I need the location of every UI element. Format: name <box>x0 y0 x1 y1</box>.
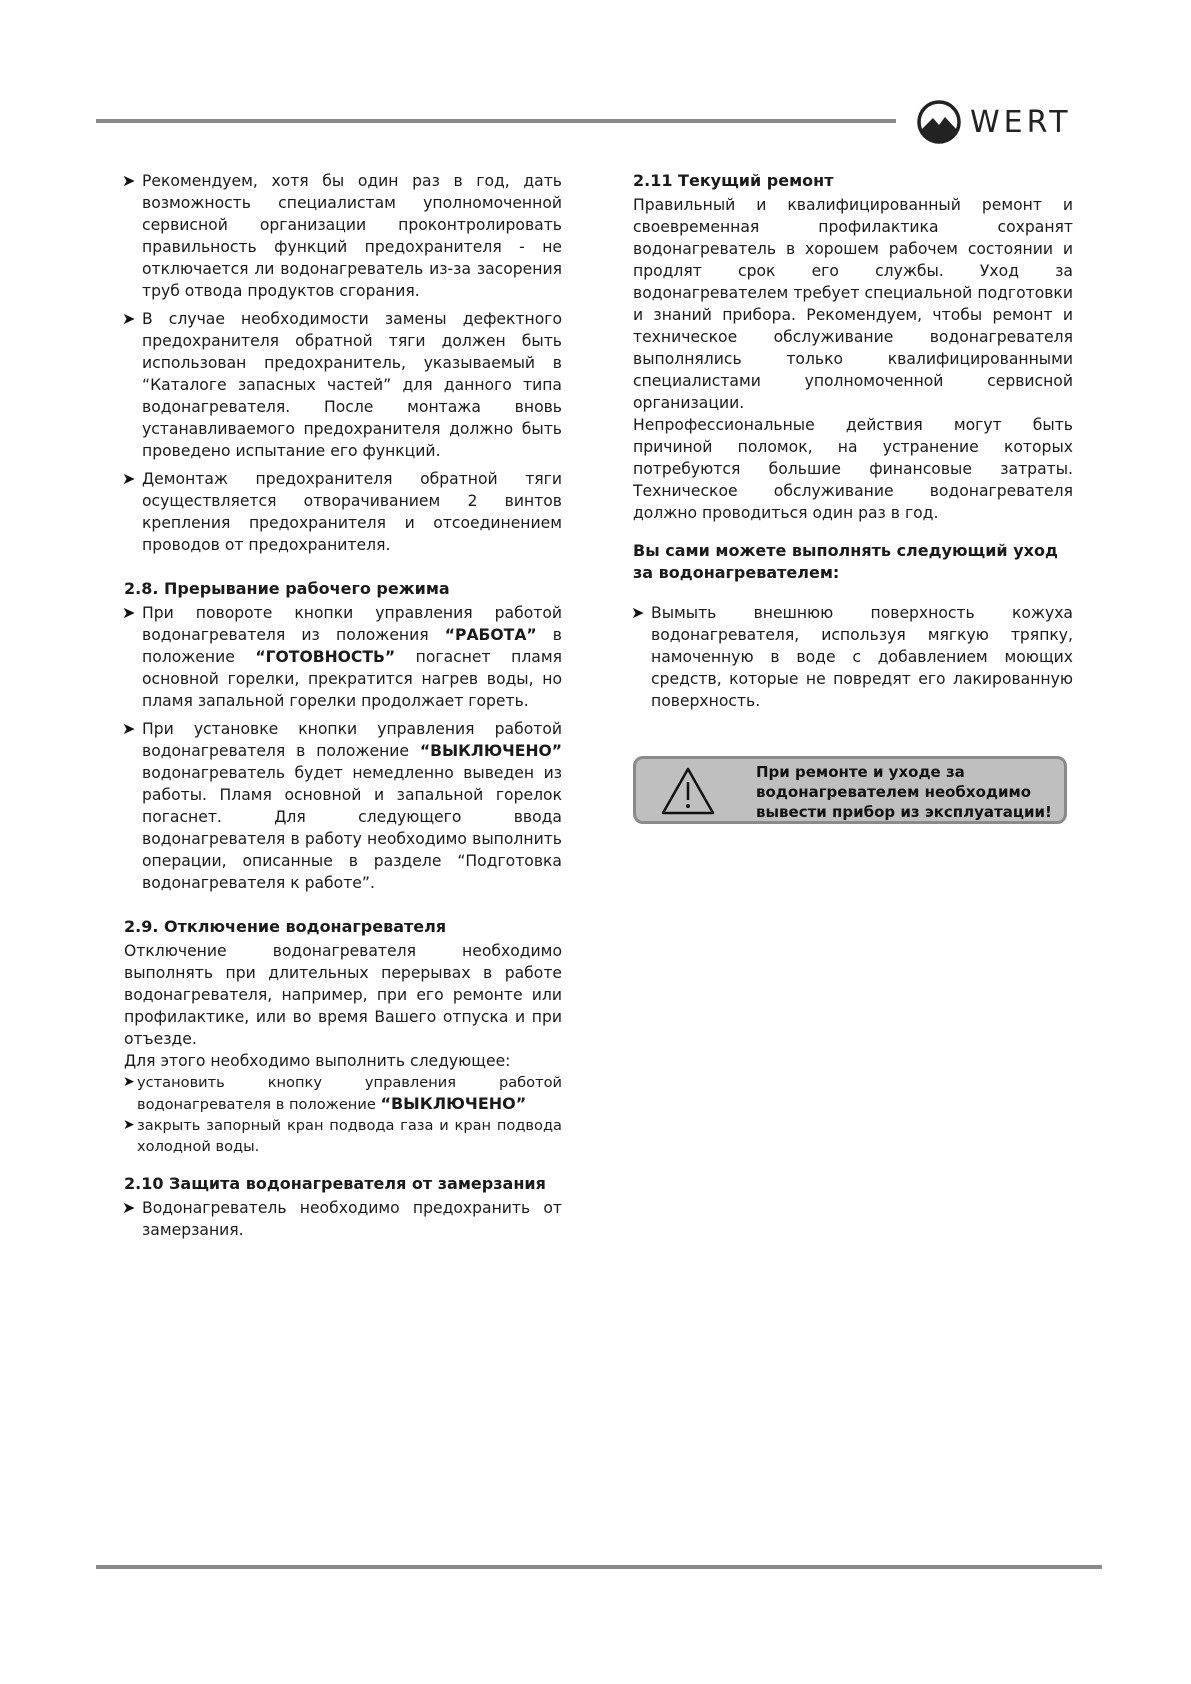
list-item <box>124 170 562 302</box>
list-item <box>633 602 1073 712</box>
warning-text: При ремонте и уходе за водонагревателем необходимо вывести прибор из эксплуатации! <box>756 763 1052 821</box>
list-item <box>124 1115 562 1157</box>
list-item-text: Рекомендуем, хотя бы один раз в год, дать возможность специалистам уполномоченной сервисной организации проконтролировать правильность функций предохранителя - не отключается ли водонагреватель из-за засорения труб отвода продуктов сгорания. <box>142 172 562 300</box>
list-item <box>124 468 562 556</box>
list-item-text: Водонагреватель необходимо предохранить от замерзания. <box>142 1199 562 1239</box>
section-heading-2-11: 2.11 Текущий ремонт <box>633 171 834 190</box>
care-heading: Вы сами можете выполнять следующий уход за водонагревателем: <box>633 541 1058 582</box>
text-run: погаснет пламя основной горелки, прекратится нагрев воды, но пламя запальной горелки продолжает гореть. <box>142 648 562 710</box>
list-item-text: Демонтаж предохранителя обратной тяги осуществляется отворачиванием 2 винтов крепления предохранителя и отсоединением проводов от предохранителя. <box>142 470 562 554</box>
warning-triangle-icon <box>660 766 716 816</box>
footer-rule <box>96 1565 1102 1569</box>
section-heading-2-10: 2.10 Защита водонагревателя от замерзания <box>124 1174 546 1193</box>
arrow-bullet-icon: ➤ <box>631 603 645 622</box>
arrow-bullet-icon: ➤ <box>123 1117 135 1133</box>
left-column <box>124 170 562 1247</box>
brand-logo <box>916 98 1072 146</box>
arrow-bullet-icon: ➤ <box>122 1198 136 1217</box>
paragraph: Непрофессиональные действия могут быть причиной поломок, на устранение которых потребуются большие финансовые затраты. Техническое обслуживание водонагревателя должно проводиться один раз в год. <box>633 416 1073 522</box>
warning-box <box>633 756 1067 824</box>
arrow-bullet-icon: ➤ <box>122 719 136 738</box>
list-item <box>124 718 562 894</box>
list-item-text: В случае необходимости замены дефектного предохранителя обратной тяги должен быть использован предохранитель, указываемый в “Каталоге запасных частей” для данного типа водонагревателя. После монтажа вновь устанавливаемого предохранителя должно быть проведено испытание его функций. <box>142 310 562 460</box>
section-heading-2-8: 2.8. Прерывание рабочего режима <box>124 579 450 598</box>
paragraph: Отключение водонагревателя необходимо выполнять при длительных перерывах в работе водонагревателя, например, при его ремонте или профилактике, или во время Вашего отпуска и при отъезде. <box>124 942 562 1048</box>
arrow-bullet-icon: ➤ <box>122 603 136 622</box>
text-run: установить кнопку управления работой водонагревателя в положение <box>137 1074 562 1113</box>
paragraph: Правильный и квалифицированный ремонт и своевременная профилактика сохранят водонагреватель в хорошем рабочем состоянии и продлят срок его службы. Уход за водонагревателем требует специальной подготовки и знаний прибора. Рекомендуем, чтобы ремонт и техническое обслуживание водонагревателя выполнялись только квалифицированными специалистами уполномоченной сервисной организации. <box>633 196 1073 412</box>
arrow-bullet-icon: ➤ <box>122 171 136 190</box>
mode-label-work: “РАБОТА” <box>444 626 537 644</box>
list-item <box>124 602 562 712</box>
brand-name: WERT <box>970 104 1072 140</box>
mode-label-ready: “ГОТОВНОСТЬ” <box>255 648 396 666</box>
text-run: водонагреватель будет немедленно выведен из работы. Пламя основной и запальной горелок погаснет. Для следующего ввода водонагревателя в работу необходимо выполнить операции, описанные в разделе “Подготовка водонагревателя к работе”. <box>142 764 562 892</box>
right-column <box>633 170 1073 718</box>
list-item-text: Вымыть внешнюю поверхность кожуха водонагревателя, используя мягкую тряпку, намоченную в воде с добавлением моющих средств, которые не повредят его лакированную поверхность. <box>651 604 1073 710</box>
list-item <box>124 308 562 462</box>
paragraph: Для этого необходимо выполнить следующее: <box>124 1052 511 1070</box>
text-run: в положение <box>142 626 562 666</box>
text-run: При повороте кнопки управления работой водонагревателя из положения <box>142 604 562 644</box>
header-rule <box>96 119 896 123</box>
list-item <box>124 1197 562 1241</box>
list-item-text: закрыть запорный кран подвода газа и кран подвода холодной воды. <box>137 1117 562 1155</box>
text-run: При установке кнопки управления работой водонагревателя в положение <box>142 720 562 760</box>
mode-label-off: “ВЫКЛЮЧЕНО” <box>380 1094 527 1113</box>
arrow-bullet-icon: ➤ <box>122 469 136 488</box>
list-item <box>124 1072 562 1115</box>
mountain-logo-icon <box>916 99 962 145</box>
arrow-bullet-icon: ➤ <box>122 309 136 328</box>
section-heading-2-9: 2.9. Отключение водонагревателя <box>124 917 447 936</box>
arrow-bullet-icon: ➤ <box>123 1074 135 1090</box>
mode-label-off: “ВЫКЛЮЧЕНО” <box>419 742 562 760</box>
